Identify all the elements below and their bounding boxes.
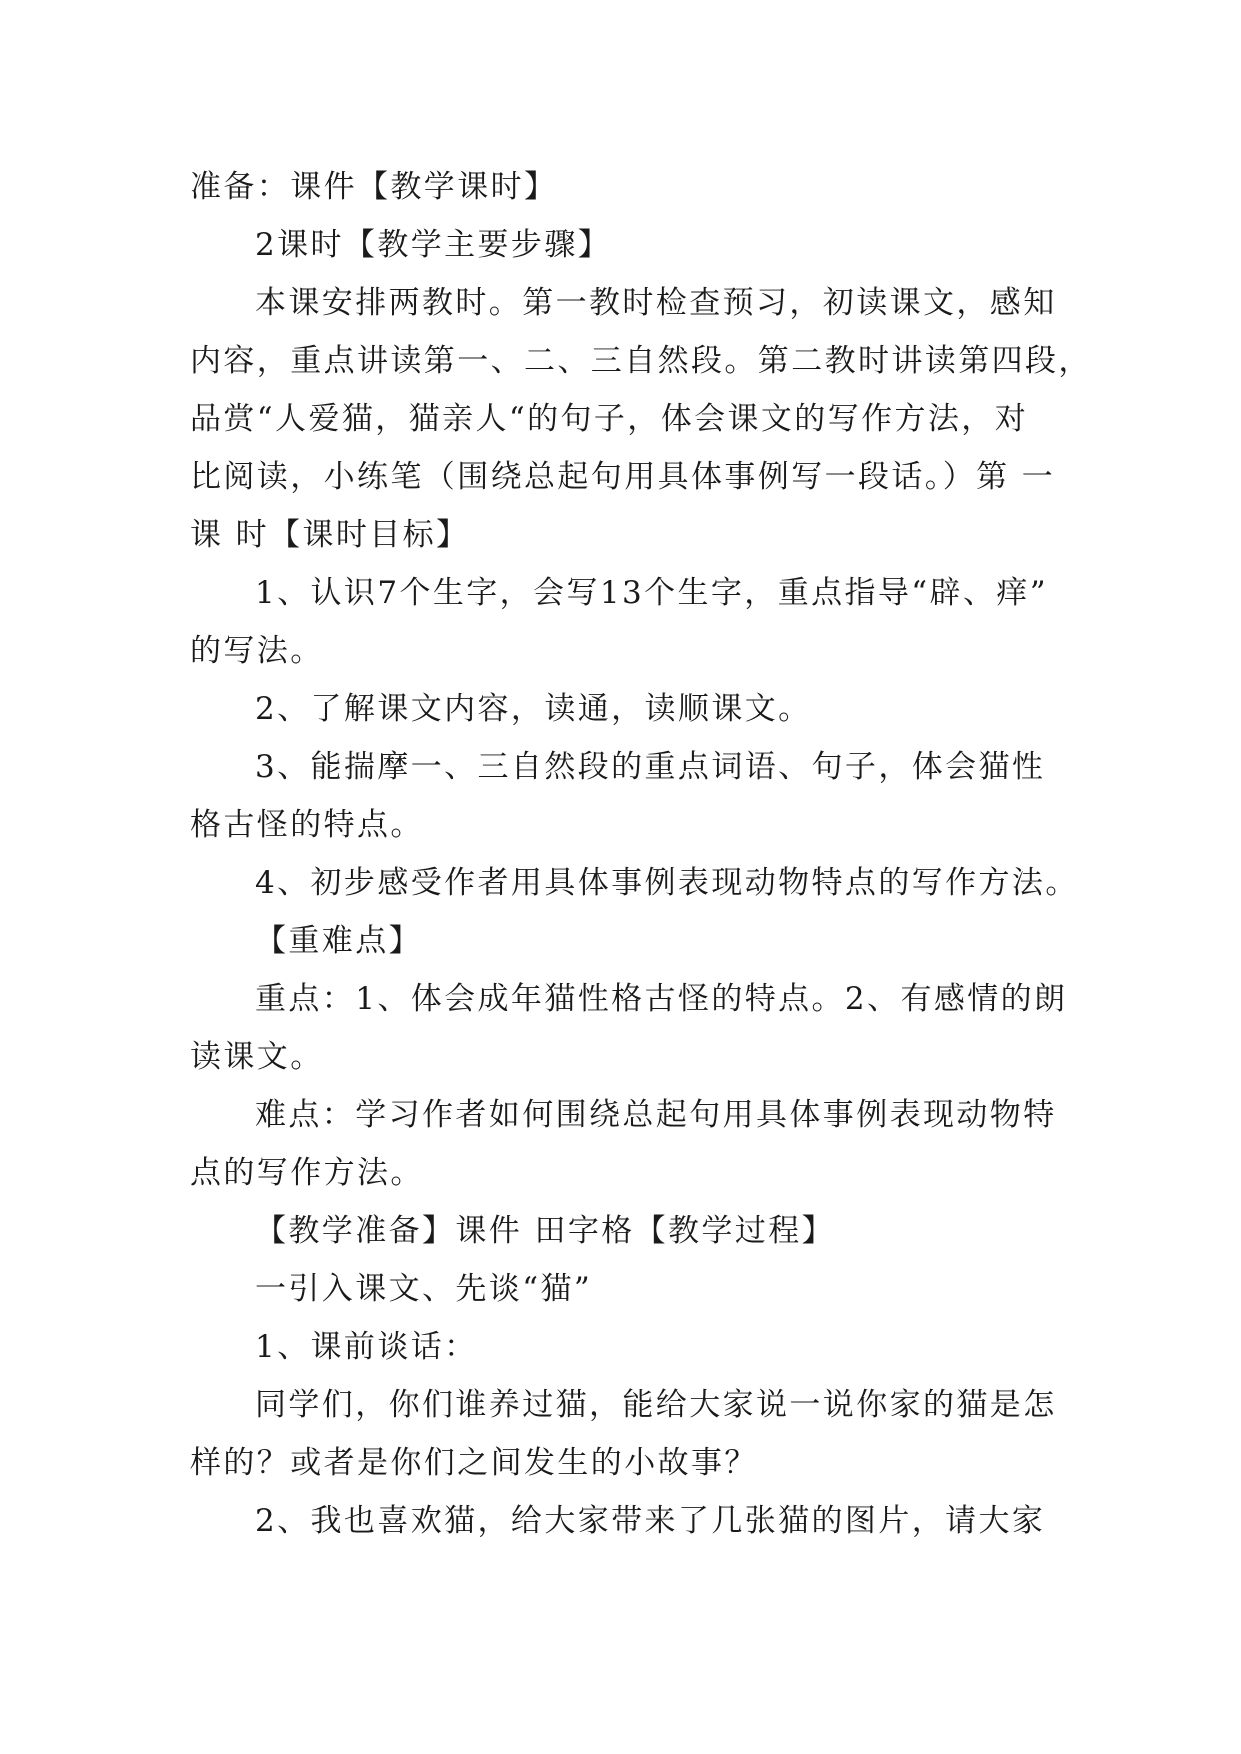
text-line: 一引入课文、先谈“猫” bbox=[255, 1271, 593, 1307]
text-line: 3、能揣摩一、三自然段的重点词语、句子，体会猫性 bbox=[255, 749, 1046, 785]
text-line: 同学们，你们谁养过猫，能给大家说一说你家的猫是怎 bbox=[255, 1387, 1057, 1423]
text-line: 难点：学习作者如何围绕总起句用具体事例表现动物特 bbox=[255, 1097, 1057, 1133]
text-line: 2课时【教学主要步骤】 bbox=[255, 227, 612, 263]
text-line: 1、认识7个生字，会写13个生字，重点指导“辟、痒” bbox=[255, 575, 1048, 611]
text-line: 2、我也喜欢猫，给大家带来了几张猫的图片，请大家 bbox=[255, 1503, 1046, 1539]
text-line: 课 时【课时目标】 bbox=[190, 517, 470, 553]
text-line: 的写法。 bbox=[190, 633, 324, 669]
text-line: 样的？或者是你们之间发生的小故事？ bbox=[190, 1445, 758, 1481]
text-line: 4、初步感受作者用具体事例表现动物特点的写作方法。 bbox=[255, 865, 1079, 901]
text-line: 【教学准备】课件 田字格【教学过程】 bbox=[255, 1213, 836, 1249]
text-line: 比阅读，小练笔（围绕总起句用具体事例写一段话。）第 一 bbox=[190, 459, 1056, 495]
text-line: 格古怪的特点。 bbox=[190, 807, 424, 843]
text-line: 2、了解课文内容，读通，读顺课文。 bbox=[255, 691, 812, 727]
text-line: 读课文。 bbox=[190, 1039, 324, 1075]
document-body bbox=[190, 158, 1092, 1550]
text-line: 品赏“人爱猫，猫亲人“的句子，体会课文的写作方法，对 bbox=[190, 401, 1029, 437]
text-line: 本课安排两教时。第一教时检查预习，初读课文，感知 bbox=[255, 285, 1057, 321]
text-line: 内容，重点讲读第一、二、三自然段。第二教时讲读第四段， bbox=[190, 343, 1092, 379]
text-line: 1、课前谈话： bbox=[255, 1329, 478, 1365]
text-line: 【重难点】 bbox=[255, 923, 422, 959]
text-line: 准备：课件【教学课时】 bbox=[190, 169, 558, 205]
text-line: 点的写作方法。 bbox=[190, 1155, 424, 1191]
text-line: 重点：1、体会成年猫性格古怪的特点。2、有感情的朗 bbox=[255, 981, 1068, 1017]
